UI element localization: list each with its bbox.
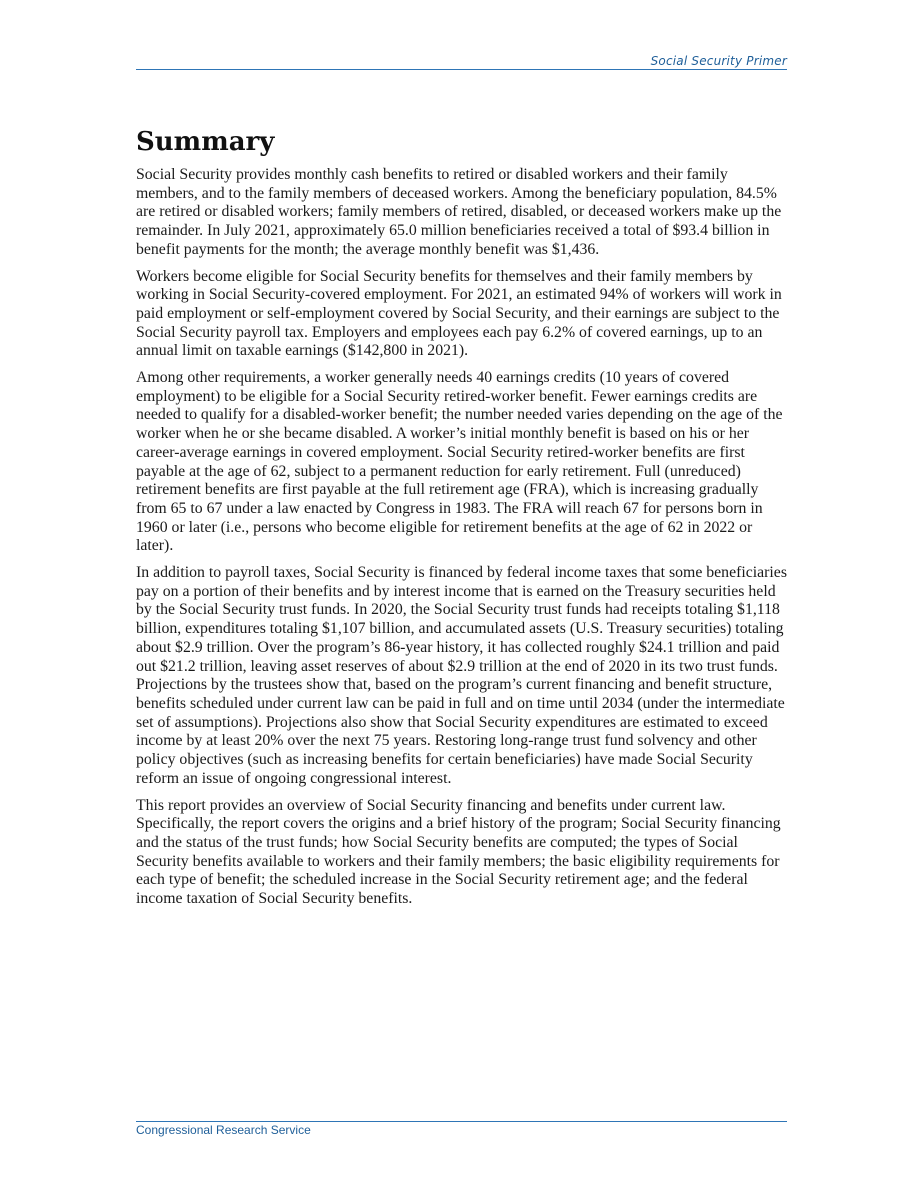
summary-paragraph-3: Among other requirements, a worker generally needs 40 earnings credits (10 years of covered employment) to be eligible for a Social Security retired-worker benefit. Fewer earnings credits are needed to qualify for a disabled-worker benefit; the number needed varies depending on the age of the worker when he or she became disabled. A worker’s initial monthly benefit is based on his or her career-average earnings in covered employment. Social Security retired-worker benefits are first payable at the age of 62, subject to a permanent reduction for early retirement. Full (unreduced) retirement benefits are first payable at the full retirement age (FRA), which is increasing gradually from 65 to 67 under a law enacted by Congress in 1983. The FRA will reach 67 for persons born in 1960 or later (i.e., persons who become eligible for retirement benefits at the age of 62 in 2022 or later).: [136, 369, 783, 555]
summary-paragraph-1: Social Security provides monthly cash benefits to retired or disabled workers and their family members, and to the family members of deceased workers. Among the beneficiary population, 84.5% are retired or disabled workers; family members of retired, disabled, or deceased workers make up the remainder. In July 2021, approximately 65.0 million beneficiaries received a total of $93.4 billion in benefit payments for the month; the average monthly benefit was $1,436.: [136, 166, 782, 258]
section-title: Summary: [136, 127, 275, 157]
header-divider: [136, 69, 787, 70]
footer-divider: [136, 1121, 787, 1122]
summary-paragraph-4: In addition to payroll taxes, Social Security is financed by federal income taxes that some beneficiaries pay on a portion of their benefits and by interest income that is earned on the Treasury securities held by the Social Security trust funds. In 2020, the Social Security trust funds had receipts totaling $1,118 billion, expenditures totaling $1,107 billion, and accumulated assets (U.S. Treasury securities) totaling about $2.9 trillion. Over the program’s 86-year history, it has collected roughly $24.1 trillion and paid out $21.2 trillion, leaving asset reserves of about $2.9 trillion at the end of 2020 in its two trust funds. Projections by the trustees show that, based on the program’s current financing and benefit structure, benefits scheduled under current law can be paid in full and on time until 2034 (under the intermediate set of assumptions). Projections also show that Social Security expenditures are estimated to exceed income by at least 20% over the next 75 years. Restoring long-range trust fund solvency and other policy objectives (such as increasing benefits for certain beneficiaries) have made Social Security reform an issue of ongoing congressional interest.: [136, 564, 787, 787]
summary-paragraph-2: Workers become eligible for Social Security benefits for themselves and their family members by working in Social Security-covered employment. For 2021, an estimated 94% of workers will work in paid employment or self-employment covered by Social Security, and their earnings are subject to the Social Security payroll tax. Employers and employees each pay 6.2% of covered earnings, up to an annual limit on taxable earnings ($142,800 in 2021).: [136, 267, 782, 360]
footer-organization: Congressional Research Service: [136, 1123, 311, 1137]
summary-section: [136, 124, 787, 917]
summary-paragraph-5: This report provides an overview of Social Security financing and benefits under current law. Specifically, the report covers the origins and a brief history of the program; Social Security financing and the status of the trust funds; how Social Security benefits are computed; the types of Social Security benefits available to workers and their family members; the basic eligibility requirements for each type of benefit; the scheduled increase in the Social Security retirement age; and the federal income taxation of Social Security benefits.: [136, 796, 781, 908]
running-header-title: Social Security Primer: [650, 54, 787, 68]
